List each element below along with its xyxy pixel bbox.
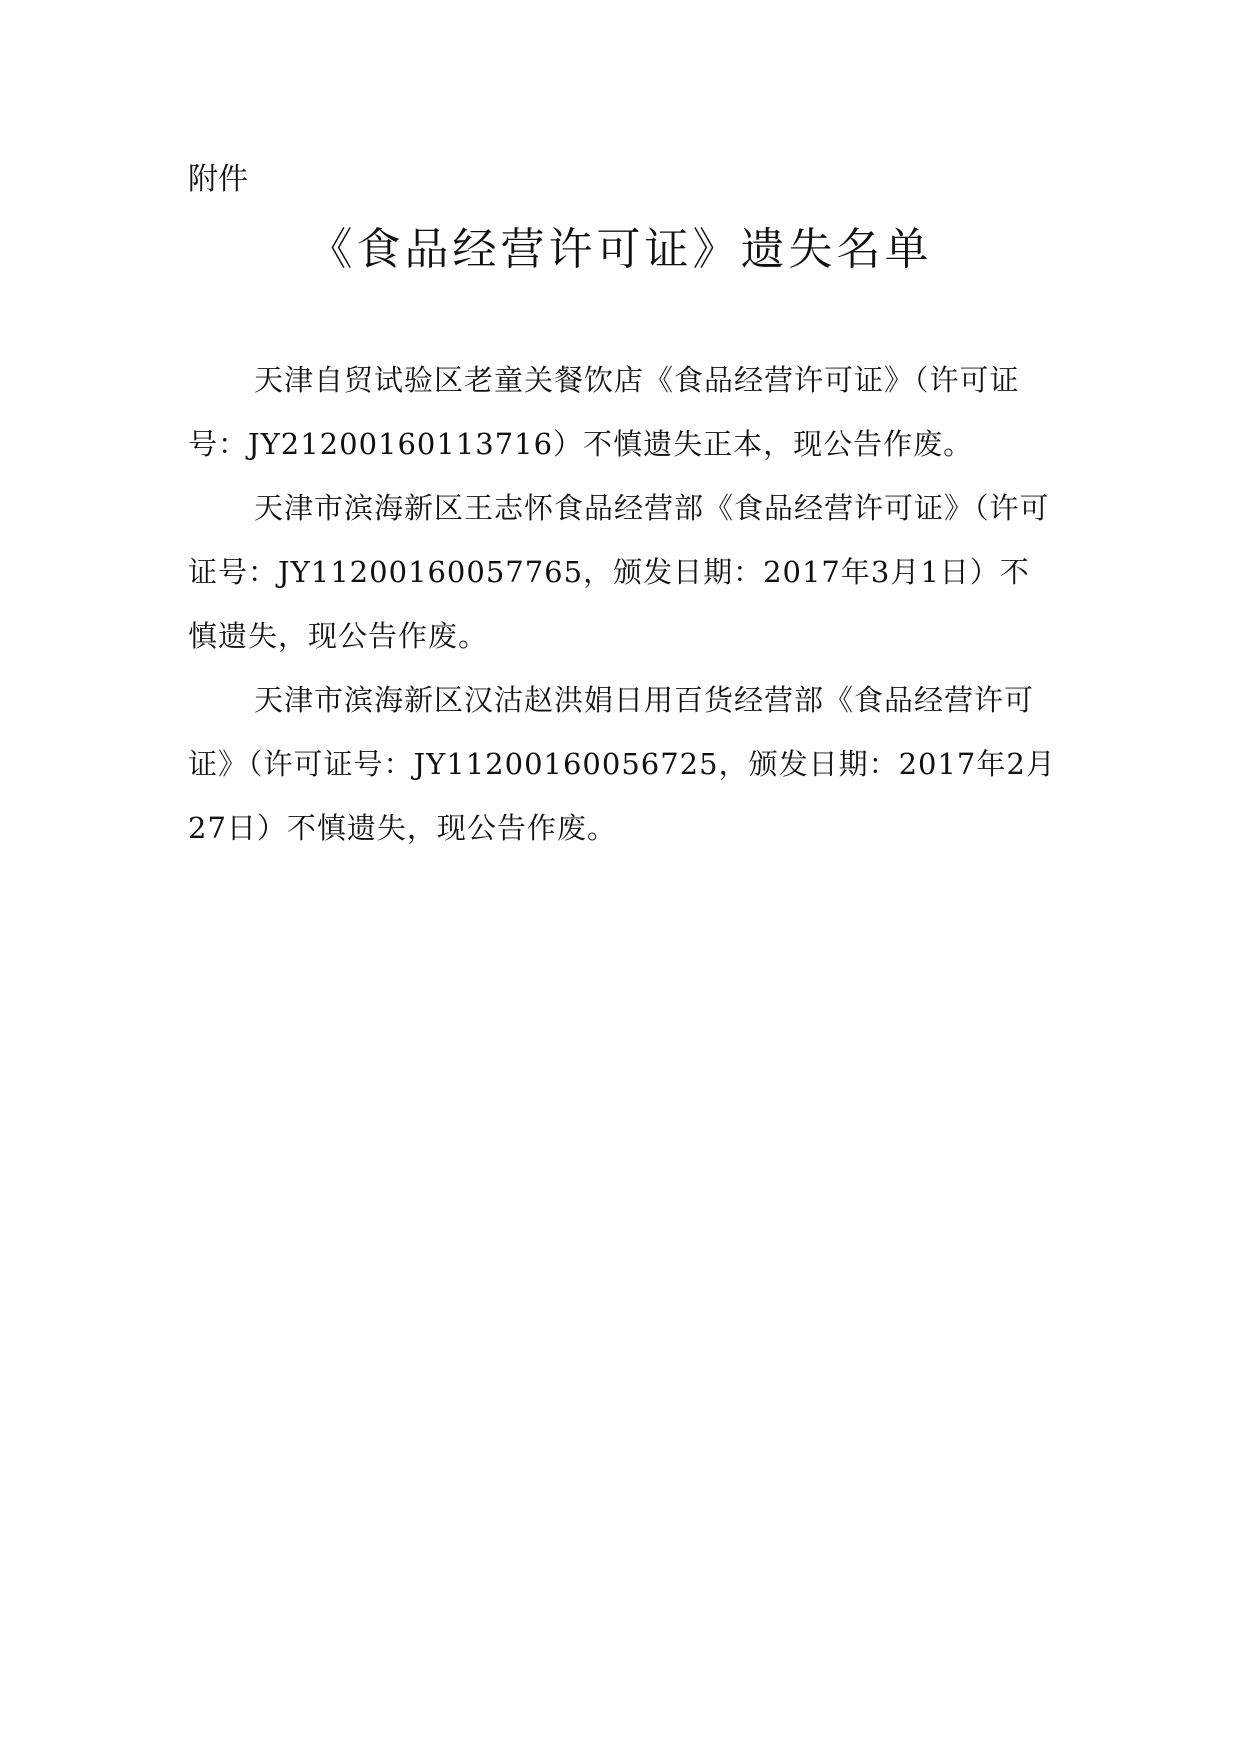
document-body [188,348,1058,860]
annex-label: 附件 [188,162,248,197]
notice-paragraph-2: 天津市滨海新区王志怀食品经营部《食品经营许可证》（许可证号：JY11200160057765，颁发日期：2017年3月1日）不慎遗失，现公告作废。 [188,491,1050,653]
notice-paragraph-1: 天津自贸试验区老童关餐饮店《食品经营许可证》（许可证号：JY21200160113716）不慎遗失正本，现公告作废。 [188,363,1020,461]
document-title: 《食品经营许可证》遗失名单 [308,224,933,275]
notice-paragraph-3: 天津市滨海新区汉沽赵洪娟日用百货经营部《食品经营许可证》（许可证号：JY11200160056725，颁发日期：2017年2月27日）不慎遗失，现公告作废。 [188,683,1056,845]
